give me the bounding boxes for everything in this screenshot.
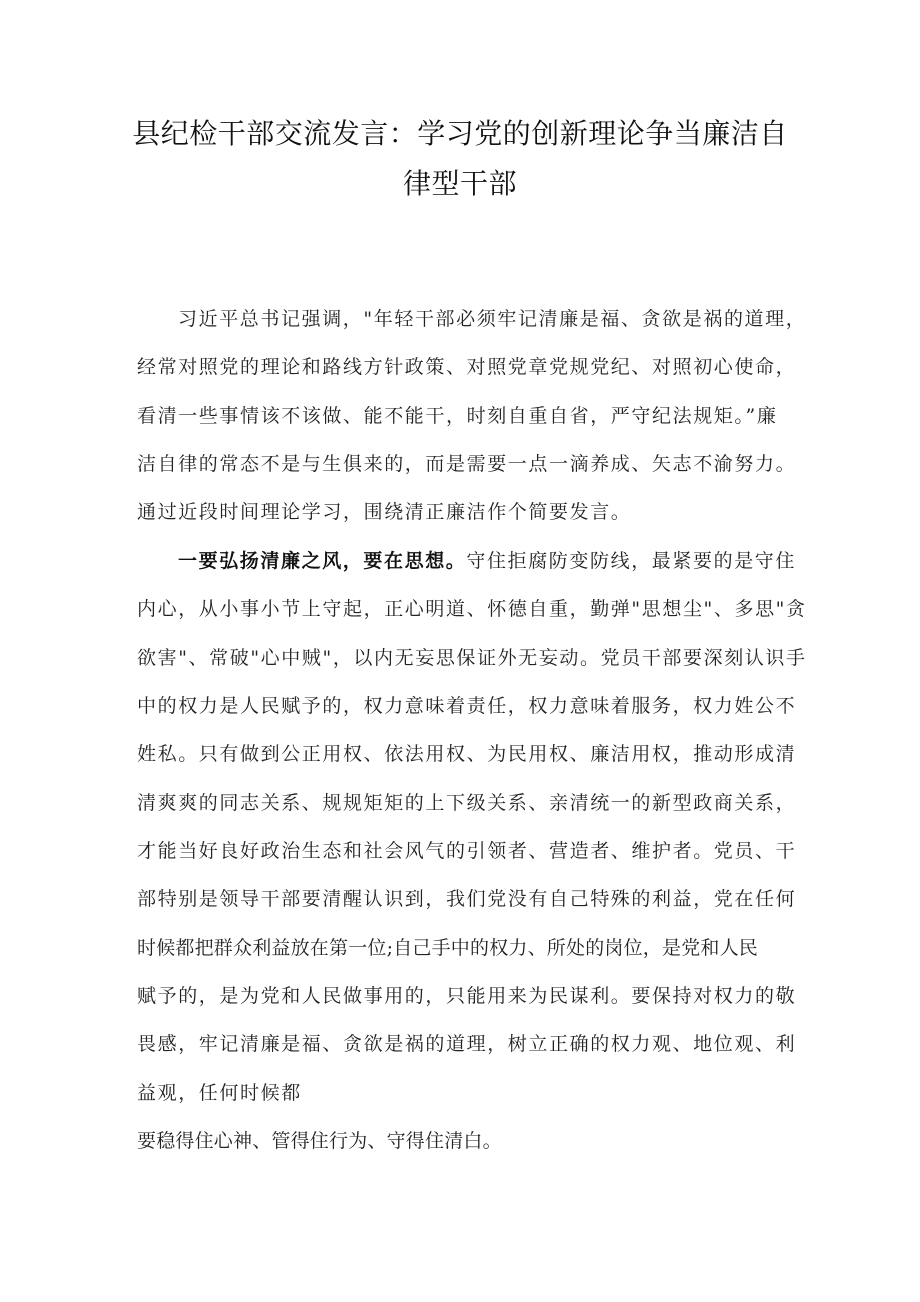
paragraph-1-line: 通过近段时间理论学习，围绕清正廉洁作个简要发言。 [137,501,632,523]
paragraph-2-line: 才能当好良好政治生态和社会风气的引领者、营造者、维护者。党员、干 [137,840,797,862]
paragraph-2-bold-lead: 一要弘扬清廉之风，要在思想。 [178,550,467,572]
paragraph-2-line: 时候都把群众利益放在第一位;自己手中的权力、所处的岗位，是党和人民 [137,937,759,959]
paragraph-1-line: 看清一些事情该不该做、能不能干，时刻自重自省，严守纪法规矩。”廉 [137,405,778,427]
paragraph-2-first-line [178,546,797,573]
paragraph-2-line: 姓私。只有做到公正用权、依法用权、为民用权、廉洁用权，推动形成清 [137,743,797,765]
document-title-line-2: 律型干部 [402,167,517,200]
paragraph-2-line: 要稳得住心神、管得住行为、守得住清白。 [137,1130,502,1152]
document-title-line-1: 县纪检干部交流发言：学习党的创新理论争当廉洁自 [132,117,788,150]
paragraph-1-line: 经常对照党的理论和路线方针政策、对照党章党规党纪、对照初心使命， [137,356,797,378]
paragraph-2-line: 欲害"、常破"心中贼"，以内无妄思保证外无妄动。党员干部要深刻认识手 [137,647,807,669]
paragraph-2-first-line-text: 守住拒腐防变防线，最紧要的是守住 [466,550,797,572]
paragraph-1-line: 洁自律的常态不是与生俱来的，而是需要一点一滴养成、矢志不渝努力。 [137,453,797,475]
paragraph-2-line: 内心，从小事小节上守起，正心明道、怀德自重，勤弹"思想尘"、多思"贪 [137,598,807,620]
paragraph-2-line: 中的权力是人民赋予的，权力意味着责任，权力意味着服务，权力姓公不 [137,695,797,717]
paragraph-2-line: 赋予的，是为党和人民做事用的，只能用来为民谋利。要保持对权力的敬 [137,985,797,1007]
paragraph-2-line: 部特别是领导干部要清醒认识到，我们党没有自己特殊的利益，党在任何 [137,888,797,910]
paragraph-2-line: 益观，任何时候都 [137,1082,302,1104]
paragraph-1-line: 习近平总书记强调，"年轻干部必须牢记清廉是福、贪欲是祸的道理， [178,308,807,330]
paragraph-2-line: 清爽爽的同志关系、规规矩矩的上下级关系、亲清统一的新型政商关系， [137,792,797,814]
paragraph-2-line: 畏感，牢记清廉是福、贪欲是祸的道理，树立正确的权力观、地位观、利 [137,1033,797,1055]
